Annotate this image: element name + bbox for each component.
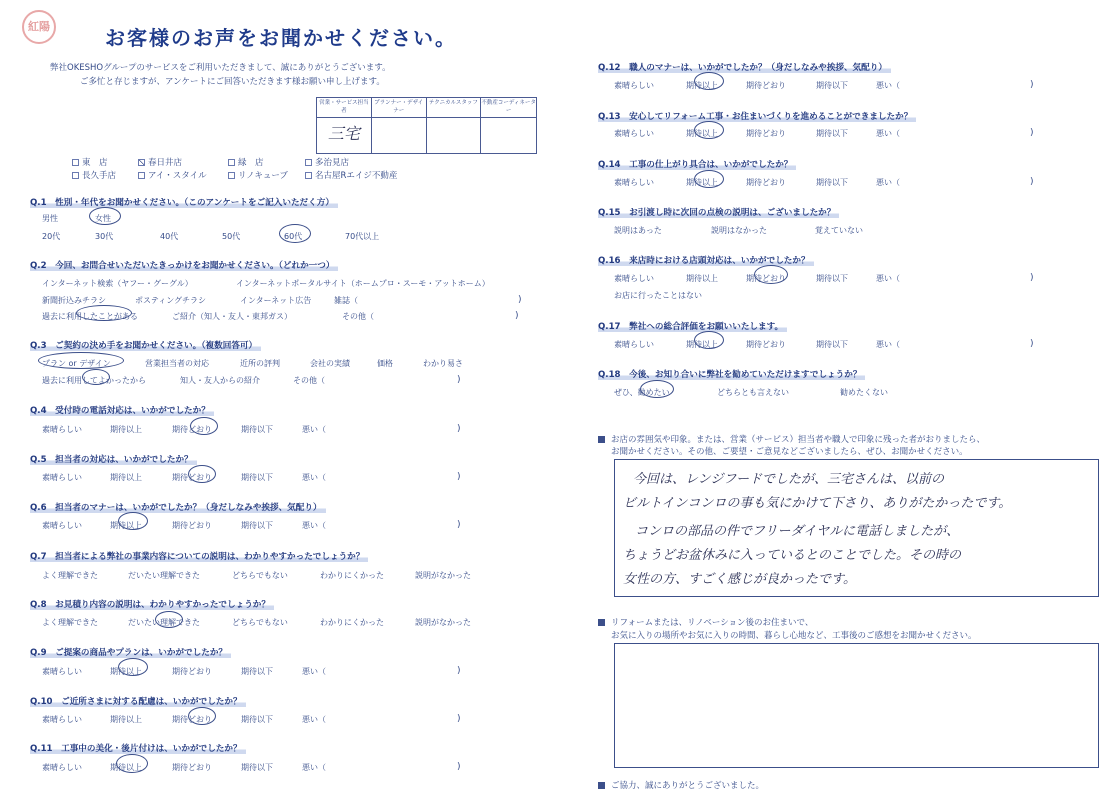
q2-referral[interactable]: ご紹介（知人・友人・東邦ガス） [172,312,292,321]
q9-bad[interactable]: 悪い（ [302,667,326,676]
q17-below[interactable]: 期待以下 [816,340,848,349]
q8-neither[interactable]: どちらでもない [232,618,288,627]
q6-bad-close: ) [457,520,461,530]
q12-bad[interactable]: 悪い（ [876,81,900,90]
q15-not-explained[interactable]: 説明はなかった [711,226,767,235]
comment-1-line-5: 女性の方、すごく感じが良かったです。 [623,572,856,587]
q3-sales-response[interactable]: 営業担当者の対応 [145,359,209,368]
q10-as-expected[interactable]: 期待どおり [172,715,212,724]
q11-bad[interactable]: 悪い（ [302,763,326,772]
q17-as-expected[interactable]: 期待どおり [746,340,786,349]
q12-as-expected[interactable]: 期待どおり [746,81,786,90]
store-checkbox[interactable] [228,172,235,179]
q11-as-expected[interactable]: 期待どおり [172,763,212,772]
section-marker [598,619,605,626]
footer-thanks: ご協力、誠にありがとうございました。 [598,779,764,791]
q3-friend-referral[interactable]: 知人・友人からの紹介 [180,376,260,385]
q10-below[interactable]: 期待以下 [241,715,273,724]
section-marker [598,436,605,443]
q1-age-60[interactable]: 60代 [284,232,303,241]
comment-1-prompt-line-2: お聞かせください。その他、ご要望・ご意見などございましたら、ぜひ、お聞かせください。 [611,447,968,457]
store-row-1: 東 店 [72,156,108,168]
q3-other-close: ) [457,375,461,385]
q2-used-before[interactable]: 過去に利用したことがある [42,312,138,321]
question-17: Q.17 弊社への総合評価をお願いいたします。 [598,320,787,332]
comment-1-box[interactable] [614,459,1099,597]
q16-bad-close: ) [1030,273,1034,283]
seal-text: 紅陽 [28,20,50,33]
q3-track-record[interactable]: 会社の実績 [310,359,350,368]
question-15: Q.15 お引渡し時に次回の点検の説明は、ございましたか？ [598,206,839,218]
q6-below[interactable]: 期待以下 [241,521,273,530]
q12-excellent[interactable]: 素晴らしい [614,81,654,90]
q13-as-expected[interactable]: 期待どおり [746,129,786,138]
q9-below[interactable]: 期待以下 [241,667,273,676]
q16-below[interactable]: 期待以下 [816,274,848,283]
question-10: Q.10 ご近所さまに対する配慮は、いかがでしたか？ [30,695,246,707]
q5-above[interactable]: 期待以上 [110,473,142,482]
q12-above[interactable]: 期待以上 [686,81,718,90]
store-checkbox[interactable] [228,159,235,166]
q4-below[interactable]: 期待以下 [241,425,273,434]
q15-dont-remember[interactable]: 覚えていない [815,226,863,235]
q14-as-expected[interactable]: 期待どおり [746,178,786,187]
q13-below[interactable]: 期待以下 [816,129,848,138]
question-4: Q.4 受付時の電話対応は、いかがでしたか？ [30,404,214,416]
q7-mostly-understood[interactable]: だいたい理解できた [128,571,200,580]
question-2: Q.2 今回、お問合せいただいたきっかけをお聞かせください。（どれか一つ） [30,259,338,271]
q10-bad-close: ) [457,714,461,724]
q1-female[interactable]: 女性 [95,214,111,223]
q1-age-70plus[interactable]: 70代以上 [345,232,380,241]
question-3: Q.3 ご契約の決め手をお聞かせください。（複数回答可） [30,339,261,351]
q4-as-expected[interactable]: 期待どおり [172,425,212,434]
store-checkbox[interactable] [72,172,79,179]
question-12: Q.12 職人のマナーは、いかがでしたか？（身だしなみや挨拶、気配り） [598,61,891,73]
q17-excellent[interactable]: 素晴らしい [614,340,654,349]
q7-no-explanation[interactable]: 説明がなかった [415,571,471,580]
q2-newspaper-flyer[interactable]: 新聞折込みチラシ [42,296,106,305]
q6-bad[interactable]: 悪い（ [302,521,326,530]
q6-above[interactable]: 期待以上 [110,521,142,530]
question-5: Q.5 担当者の対応は、いかがでしたか？ [30,453,197,465]
comment-2-prompt-line-1: リフォームまたは、リノベーション後のお住まいで、 [598,616,813,628]
staff-name-handwritten: 三宅 [327,124,360,143]
q14-excellent[interactable]: 素晴らしい [614,178,654,187]
q7-understood-well[interactable]: よく理解できた [42,571,98,580]
question-11: Q.11 工事中の美化・後片付けは、いかがでしたか？ [30,742,246,754]
question-18: Q.18 今後、お知り合いに弊社を勧めていただけますでしょうか？ [598,368,865,380]
q1-age-40[interactable]: 40代 [160,232,179,241]
q18-recommend[interactable]: ぜひ、勧めたい [614,388,670,397]
q16-above[interactable]: 期待以上 [686,274,718,283]
q5-bad-close: ) [457,472,461,482]
store-checkbox[interactable] [305,172,312,179]
question-1: Q.1 性別・年代をお聞かせください。（このアンケートをご記入いただく方） [30,196,338,208]
q16-bad[interactable]: 悪い（ [876,274,900,283]
store-checkbox[interactable] [72,159,79,166]
q6-excellent[interactable]: 素晴らしい [42,521,82,530]
q1-age-30[interactable]: 30代 [95,232,114,241]
comment-1-line-3: コンロの部品の件でフリーダイヤルに電話しましたが、 [635,524,960,539]
q6-as-expected[interactable]: 期待どおり [172,521,212,530]
staff-cell-realestate [481,118,537,154]
q13-bad[interactable]: 悪い（ [876,129,900,138]
question-6: Q.6 担当者のマナーは、いかがでしたか？（身だしなみや挨拶、気配り） [30,501,326,513]
q15-explained[interactable]: 説明はあった [614,226,662,235]
q16-as-expected[interactable]: 期待どおり [746,274,786,283]
comment-1-line-1: 今回は、レンジフードでしたが、三宅さんは、以前の [633,472,944,487]
q14-above[interactable]: 期待以上 [686,178,718,187]
store-checkbox[interactable] [305,159,312,166]
staff-cell-sales [317,118,372,154]
q10-excellent[interactable]: 素晴らしい [42,715,82,724]
store-checkbox-checked[interactable] [138,159,145,166]
q5-excellent[interactable]: 素晴らしい [42,473,82,482]
q2-other-close: ) [515,311,519,321]
staff-cell-planner [371,118,426,154]
q9-above[interactable]: 期待以上 [110,667,142,676]
section-marker [598,782,605,789]
comment-1-line-2: ビルトインコンロの事も気にかけて下さり、ありがたかったです。 [623,496,1012,511]
question-8: Q.8 お見積り内容の説明は、わかりやすかったでしょうか？ [30,598,274,610]
question-16: Q.16 来店時における店頭対応は、いかがでしたか？ [598,254,814,266]
store-row-2: 長久手店 [72,169,116,181]
page-title: お客様のお声をお聞かせください。 [105,26,457,50]
staff-header-technical: テクニカルスタッフ [426,98,481,118]
comment-2-box[interactable] [614,643,1099,768]
q7-neither[interactable]: どちらでもない [232,571,288,580]
q4-bad[interactable]: 悪い（ [302,425,326,434]
intro-line-1: 弊社OKESHOグループのサービスをご利用いただきまして、誠にありがとうございます。 [50,63,391,73]
q2-portal-site[interactable]: インターネットポータルサイト（ホームプロ・スーモ・アットホーム） [236,279,490,288]
question-7: Q.7 担当者による弊社の事業内容についての説明は、わかりやすかったでしょうか？ [30,550,368,562]
q13-excellent[interactable]: 素晴らしい [614,129,654,138]
q3-other[interactable]: その他（ [293,376,325,385]
q11-excellent[interactable]: 素晴らしい [42,763,82,772]
q2-internet-search[interactable]: インターネット検索（ヤフー・グーグル） [42,279,193,288]
question-14: Q.14 工事の仕上がり具合は、いかがでしたか？ [598,158,796,170]
q12-below[interactable]: 期待以下 [816,81,848,90]
q9-bad-close: ) [457,666,461,676]
staff-header-sales: 営業・サービス担当者 [317,98,372,118]
q8-mostly-understood[interactable]: だいたい理解できた [128,618,200,627]
comment-2-prompt-line-2: お気に入りの場所やお気に入りの時間、暮らし心地など、工事後のご感想をお聞かせください。 [611,631,977,641]
q5-as-expected[interactable]: 期待どおり [172,473,212,482]
q9-as-expected[interactable]: 期待どおり [172,667,212,676]
intro-line-2: ご多忙と存じますが、アンケートにご回答いただきます様お願い申し上げます。 [80,77,385,87]
staff-cell-technical [426,118,481,154]
q2-other[interactable]: その他（ [342,312,374,321]
q11-bad-close: ) [457,762,461,772]
q4-above[interactable]: 期待以上 [110,425,142,434]
company-seal [22,10,56,44]
comment-1-prompt-line-1: お店の雰囲気や印象。または、営業（サービス）担当者や職人で印象に残った者がおりましたら、 [598,433,985,445]
q4-bad-close: ) [457,424,461,434]
q1-age-50[interactable]: 50代 [222,232,241,241]
q18-neither[interactable]: どちらとも言えない [717,388,789,397]
q2-magazine[interactable]: 雑誌（ [334,296,358,305]
q3-plan-design[interactable]: プラン or デザイン [42,359,111,368]
q5-bad[interactable]: 悪い（ [302,473,326,482]
q14-bad[interactable]: 悪い（ [876,178,900,187]
staff-table [316,97,537,154]
q3-neighborhood[interactable]: 近所の評判 [240,359,280,368]
q11-above[interactable]: 期待以上 [110,763,142,772]
q10-bad[interactable]: 悪い（ [302,715,326,724]
q12-bad-close: ) [1030,80,1034,90]
staff-header-realestate: 不動産コーディネーター [481,98,537,118]
q14-below[interactable]: 期待以下 [816,178,848,187]
q2-posting-flyer[interactable]: ポスティングチラシ [135,296,207,305]
q4-excellent[interactable]: 素晴らしい [42,425,82,434]
q18-not-recommend[interactable]: 勧めたくない [840,388,888,397]
question-13: Q.13 安心してリフォーム工事・お住まいづくりを進めることができましたか？ [598,110,916,122]
question-9: Q.9 ご提案の商品やプランは、いかがでしたか？ [30,646,231,658]
q8-no-explanation[interactable]: 説明がなかった [415,618,471,627]
comment-1-line-4: ちょうどお盆休みに入っているとのことでした。その時の [623,548,962,563]
q11-below[interactable]: 期待以下 [241,763,273,772]
q17-above[interactable]: 期待以上 [686,340,718,349]
q14-bad-close: ) [1030,177,1034,187]
q1-age-20[interactable]: 20代 [42,232,61,241]
store-checkbox[interactable] [138,172,145,179]
q3-price[interactable]: 価格 [377,359,393,368]
q13-above[interactable]: 期待以上 [686,129,718,138]
q17-bad[interactable]: 悪い（ [876,340,900,349]
q2-magazine-close: ) [518,295,522,305]
q3-clarity[interactable]: わかり易さ [423,359,463,368]
q13-bad-close: ) [1030,128,1034,138]
q16-never-visited[interactable]: お店に行ったことはない [614,291,702,300]
q3-used-before[interactable]: 過去に利用してよかったから [42,376,146,385]
q10-above[interactable]: 期待以上 [110,715,142,724]
q8-hard[interactable]: わかりにくかった [320,618,384,627]
q8-understood-well[interactable]: よく理解できた [42,618,98,627]
q2-internet-ad[interactable]: インターネット広告 [240,296,312,305]
q16-excellent[interactable]: 素晴らしい [614,274,654,283]
q5-below[interactable]: 期待以下 [241,473,273,482]
q17-bad-close: ) [1030,339,1034,349]
staff-header-planner: プランナー・デザイナー [371,98,426,118]
q1-male[interactable]: 男性 [42,214,58,223]
q9-excellent[interactable]: 素晴らしい [42,667,82,676]
q7-hard[interactable]: わかりにくかった [320,571,384,580]
